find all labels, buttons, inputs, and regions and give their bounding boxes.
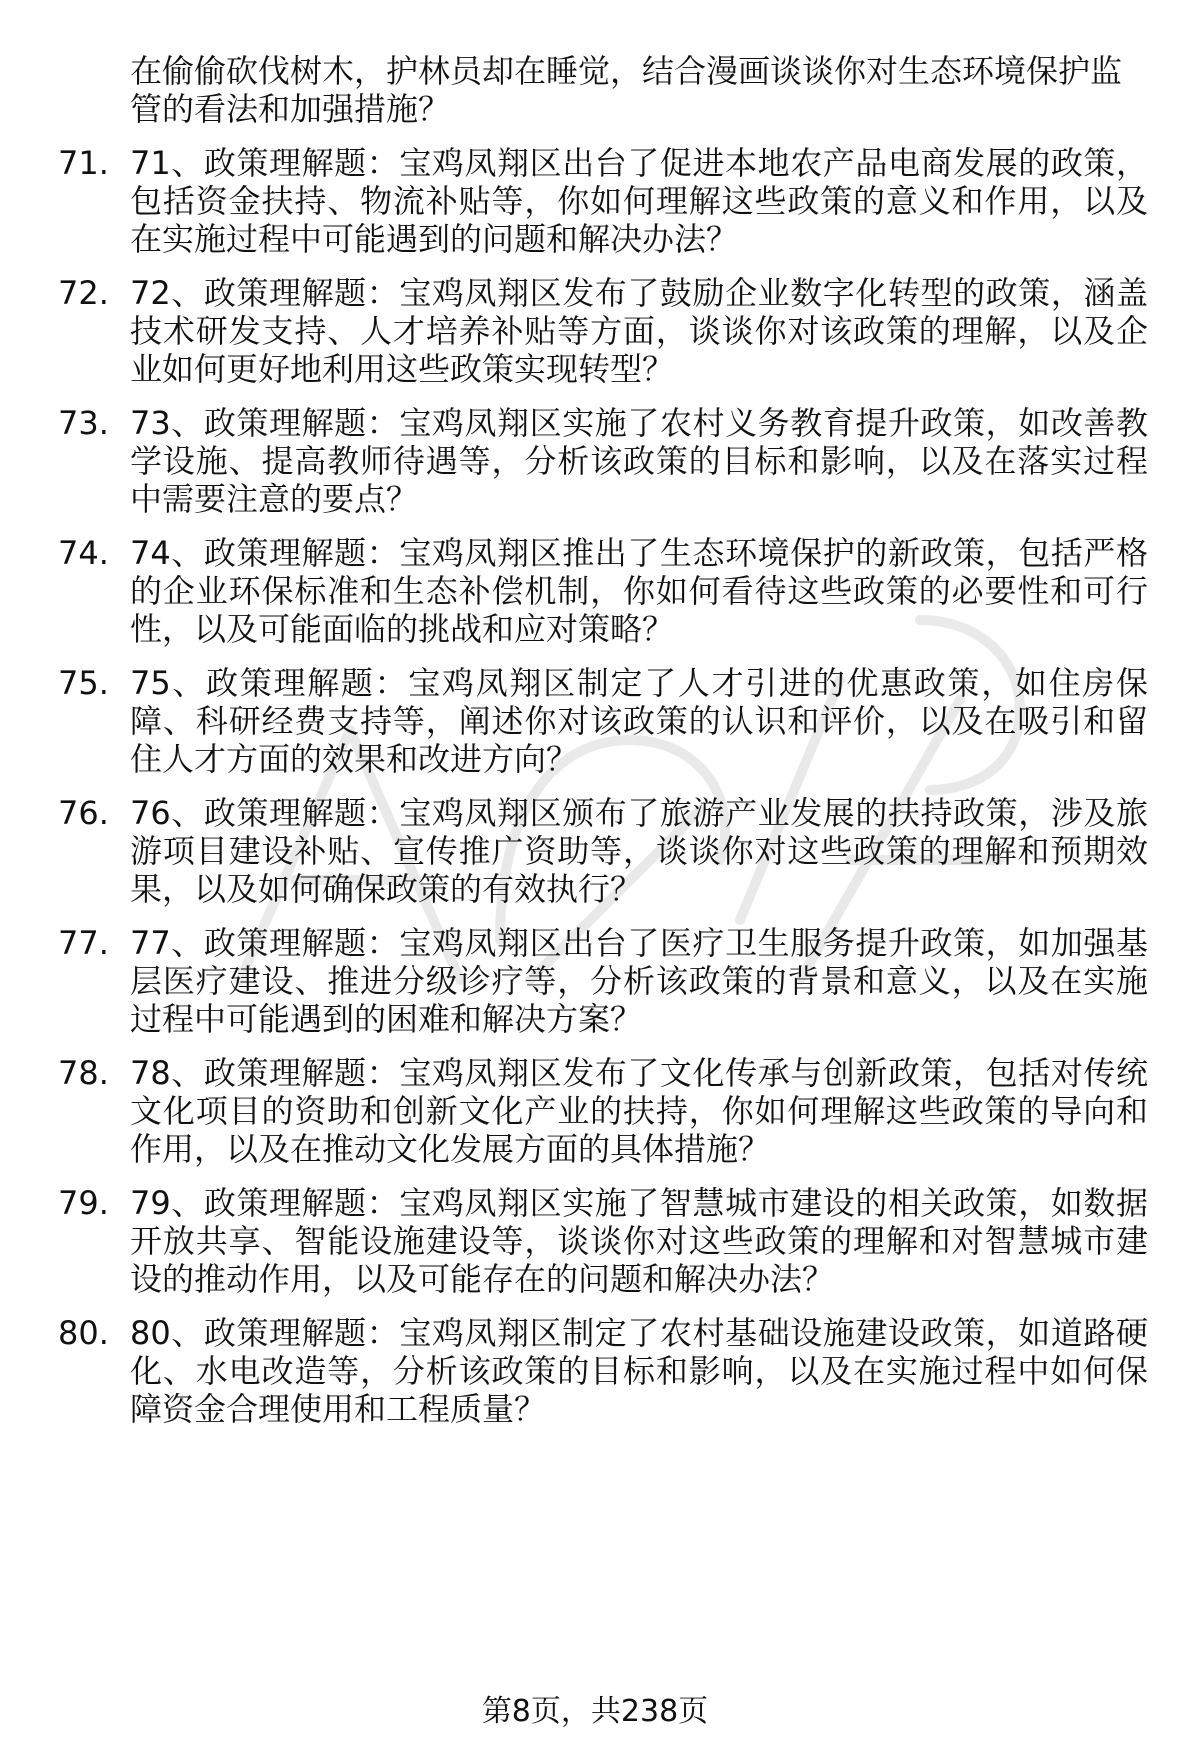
item-number: 75. — [58, 664, 109, 702]
item-number: 73. — [58, 404, 109, 442]
item-number: 76. — [58, 794, 109, 832]
list-item — [58, 274, 1148, 388]
list-item — [58, 144, 1148, 258]
item-number: 77. — [58, 924, 109, 962]
list-item — [58, 1184, 1148, 1298]
item-number: 80. — [58, 1314, 109, 1352]
list-item — [58, 404, 1148, 518]
item-text: 73、政策理解题：宝鸡凤翔区实施了农村义务教育提升政策，如改善教学设施、提高教师待遇等，分析该政策的目标和影响，以及在落实过程中需要注意的要点？ — [130, 404, 1148, 518]
list-item — [58, 534, 1148, 648]
item-number: 78. — [58, 1054, 109, 1092]
item-text: 78、政策理解题：宝鸡凤翔区发布了文化传承与创新政策，包括对传统文化项目的资助和创新文化产业的扶持，你如何理解这些政策的导向和作用，以及在推动文化发展方面的具体措施？ — [130, 1054, 1148, 1168]
item-number: 72. — [58, 274, 109, 312]
list-item — [58, 794, 1148, 908]
item-number: 71. — [58, 144, 109, 182]
question-list — [58, 52, 1148, 1444]
list-item — [58, 664, 1148, 778]
item-text: 76、政策理解题：宝鸡凤翔区颁布了旅游产业发展的扶持政策，涉及旅游项目建设补贴、宣传推广资助等，谈谈你对这些政策的理解和预期效果，以及如何确保政策的有效执行？ — [130, 794, 1148, 908]
item-text: 77、政策理解题：宝鸡凤翔区出台了医疗卫生服务提升政策，如加强基层医疗建设、推进分级诊疗等，分析该政策的背景和意义，以及在实施过程中可能遇到的困难和解决方案？ — [130, 924, 1148, 1038]
list-item — [58, 924, 1148, 1038]
list-item — [58, 1054, 1148, 1168]
item-text: 72、政策理解题：宝鸡凤翔区发布了鼓励企业数字化转型的政策，涵盖技术研发支持、人才培养补贴等方面，谈谈你对该政策的理解，以及企业如何更好地利用这些政策实现转型？ — [130, 274, 1148, 388]
continuation-paragraph: 在偷偷砍伐树木，护林员却在睡觉，结合漫画谈谈你对生态环境保护监管的看法和加强措施？ — [130, 52, 1123, 128]
item-text: 79、政策理解题：宝鸡凤翔区实施了智慧城市建设的相关政策，如数据开放共享、智能设施建设等，谈谈你对这些政策的理解和对智慧城市建设的推动作用，以及可能存在的问题和解决办法？ — [130, 1184, 1148, 1298]
item-number: 74. — [58, 534, 109, 572]
item-text: 71、政策理解题：宝鸡凤翔区出台了促进本地农产品电商发展的政策，包括资金扶持、物流补贴等，你如何理解这些政策的意义和作用，以及在实施过程中可能遇到的问题和解决办法？ — [130, 144, 1148, 258]
item-text: 80、政策理解题：宝鸡凤翔区制定了农村基础设施建设政策，如道路硬化、水电改造等，分析该政策的目标和影响，以及在实施过程中如何保障资金合理使用和工程质量？ — [130, 1314, 1148, 1428]
page-footer: 第8页，共238页 — [481, 1694, 709, 1729]
item-text: 75、政策理解题：宝鸡凤翔区制定了人才引进的优惠政策，如住房保障、科研经费支持等，阐述你对该政策的认识和评价，以及在吸引和留住人才方面的效果和改进方向？ — [130, 664, 1148, 778]
item-number: 79. — [58, 1184, 109, 1222]
list-item — [58, 1314, 1148, 1428]
item-text: 74、政策理解题：宝鸡凤翔区推出了生态环境保护的新政策，包括严格的企业环保标准和生态补偿机制，你如何看待这些政策的必要性和可行性，以及可能面临的挑战和应对策略？ — [130, 534, 1148, 648]
